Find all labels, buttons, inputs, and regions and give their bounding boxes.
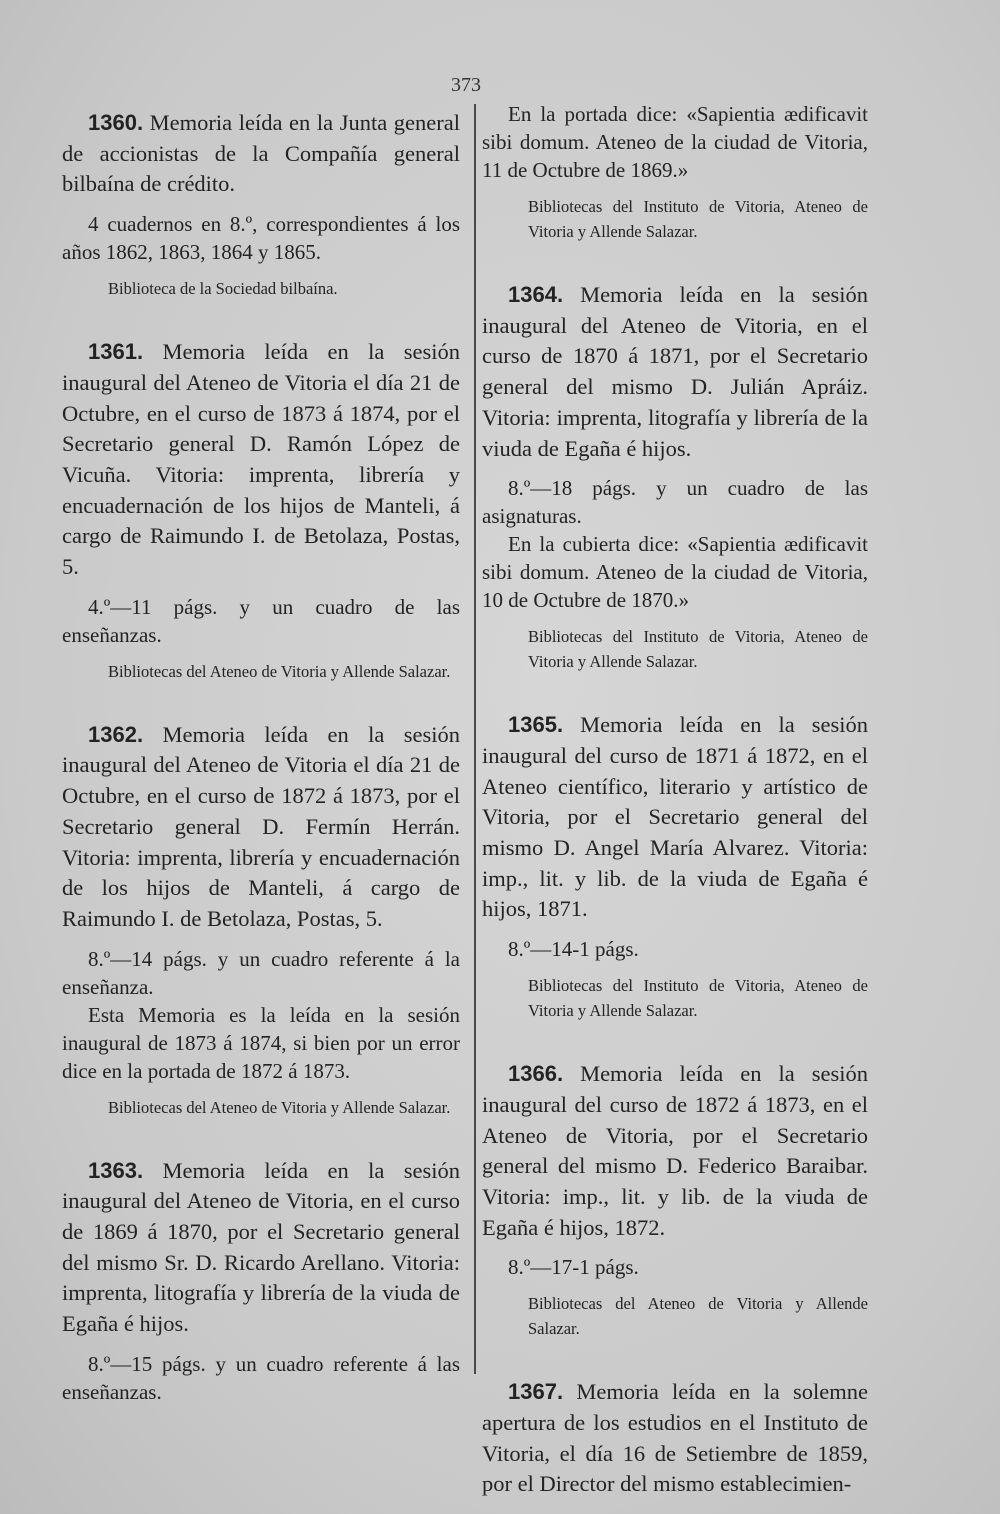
entry-number: 1363. [88, 1157, 144, 1183]
entry-1361 [62, 337, 460, 684]
entry-description: 8.º—14-1 págs. [508, 937, 639, 962]
column-divider [474, 104, 476, 1374]
entry-text: Memoria leída en la sesión inaugural del curso de 1871 á 1872, en el Ateneo científico, literario y artístico de Vitoria, por el Secretario general del mismo D. Angel María Alvarez. Vitoria: imp., lit. y lib. de la viuda de Egaña é hijos, 1871. [482, 712, 868, 922]
right-column [482, 100, 868, 1500]
entry-1363 [62, 1156, 460, 1406]
entry-text: Memoria leída en la solemne apertura de los estudios en el Instituto de Vitoria, el día 16 de Setiembre de 1859, por el Director del mismo establecimien- [482, 1379, 869, 1497]
entry-library: Bibliotecas del Ateneo de Vitoria y Allende Salazar. [528, 1294, 868, 1339]
entry-number: 1364. [508, 282, 564, 307]
left-column [62, 108, 460, 1406]
entry-text: Memoria leída en la sesión inaugural del curso de 1872 á 1873, en el Ateneo de Vitoria, por el Secretario general del mismo D. Federico Baraibar. Vitoria: imp., lit. y lib. de la viuda de Egaña é hijos, 1872. [482, 1061, 868, 1240]
entry-text: Memoria leída en la Junta general de accionistas de la Compañía general bilbaína de crédito. [62, 110, 460, 197]
entry-description: 4.º—11 págs. y un cuadro de las enseñanzas. [62, 594, 460, 647]
entry-description: 8.º—17-1 págs. [508, 1255, 639, 1280]
entry-library: Bibliotecas del Ateneo de Vitoria y Allende Salazar. [108, 1097, 451, 1117]
entry-number: 1361. [88, 339, 144, 365]
entry-description: 8.º—14 págs. y un cuadro referente á la enseñanza. [62, 946, 460, 999]
entry-continuation: En la portada dice: «Sapientia ædificavit sibi domum. Ateneo de la ciudad de Vitoria, 11 de Octubre de 1869.» [482, 102, 868, 182]
entry-number: 1366. [508, 1061, 564, 1087]
entry-number: 1360. [88, 110, 144, 135]
entry-number: 1362. [88, 721, 144, 747]
entry-description: 8.º—15 págs. y un cuadro referente á las enseñanzas. [62, 1351, 460, 1404]
entry-number: 1365. [508, 712, 564, 738]
entry-note: Esta Memoria es la leída en la sesión inaugural de 1873 á 1874, si bien por un error dice en la portada de 1872 á 1873. [62, 1002, 460, 1083]
entry-1366 [482, 1059, 868, 1341]
entry-text: Memoria leída en la sesión inaugural del Ateneo de Vitoria, en el curso de 1870 á 1871, por el Secretario general del mismo D. Julián Apráiz. Vitoria: imprenta, litografía y librería de la viuda de Egaña é hijos. [482, 282, 868, 461]
entry-number: 1367. [508, 1379, 564, 1405]
entry-library: Bibliotecas del Instituto de Vitoria, Ateneo de Vitoria y Allende Salazar. [528, 976, 868, 1021]
entry-description: 4 cuadernos en 8.º, correspondientes á los años 1862, 1863, 1864 y 1865. [62, 212, 460, 265]
entry-note: En la cubierta dice: «Sapientia ædificavit sibi domum. Ateneo de la ciudad de Vitoria, 10 de Octubre de 1870.» [482, 532, 868, 613]
entry-text: Memoria leída en la sesión inaugural del Ateneo de Vitoria, en el curso de 1869 á 1870, por el Secretario general del mismo Sr. D. Ricardo Arellano. Vitoria: imprenta, litografía y librería de la viuda de Egaña é hijos. [62, 1157, 460, 1337]
page-number: 373 [451, 74, 481, 96]
entry-library: Bibliotecas del Ateneo de Vitoria y Allende Salazar. [108, 661, 451, 681]
entry-1363-continued [482, 100, 868, 244]
entry-text: Memoria leída en la sesión inaugural del Ateneo de Vitoria el día 21 de Octubre, en el curso de 1873 á 1874, por el Secretario general D. Ramón López de Vicuña. Vitoria: imprenta, librería y encuadernación de los hijos de Manteli, á cargo de Raimundo I. de Betolaza, Postas, 5. [62, 339, 460, 580]
entry-description: 8.º—18 págs. y un cuadro de las asignaturas. [482, 476, 868, 529]
entry-text: Memoria leída en la sesión inaugural del Ateneo de Vitoria el día 21 de Octubre, en el curso de 1872 á 1873, por el Secretario general D. Fermín Herrán. Vitoria: imprenta, librería y encuadernación de los hijos de Manteli, á cargo de Raimundo I. de Betolaza, Postas, 5. [62, 721, 460, 931]
entry-1362 [62, 720, 460, 1120]
entry-library: Bibliotecas del Instituto de Vitoria, Ateneo de Vitoria y Allende Salazar. [528, 197, 868, 241]
entry-1364 [482, 280, 868, 674]
entry-1360 [62, 108, 460, 301]
entry-1367 [482, 1377, 868, 1500]
entry-library: Bibliotecas del Instituto de Vitoria, Ateneo de Vitoria y Allende Salazar. [528, 627, 868, 672]
entry-library: Biblioteca de la Sociedad bilbaína. [108, 279, 338, 299]
entry-1365 [482, 710, 868, 1023]
